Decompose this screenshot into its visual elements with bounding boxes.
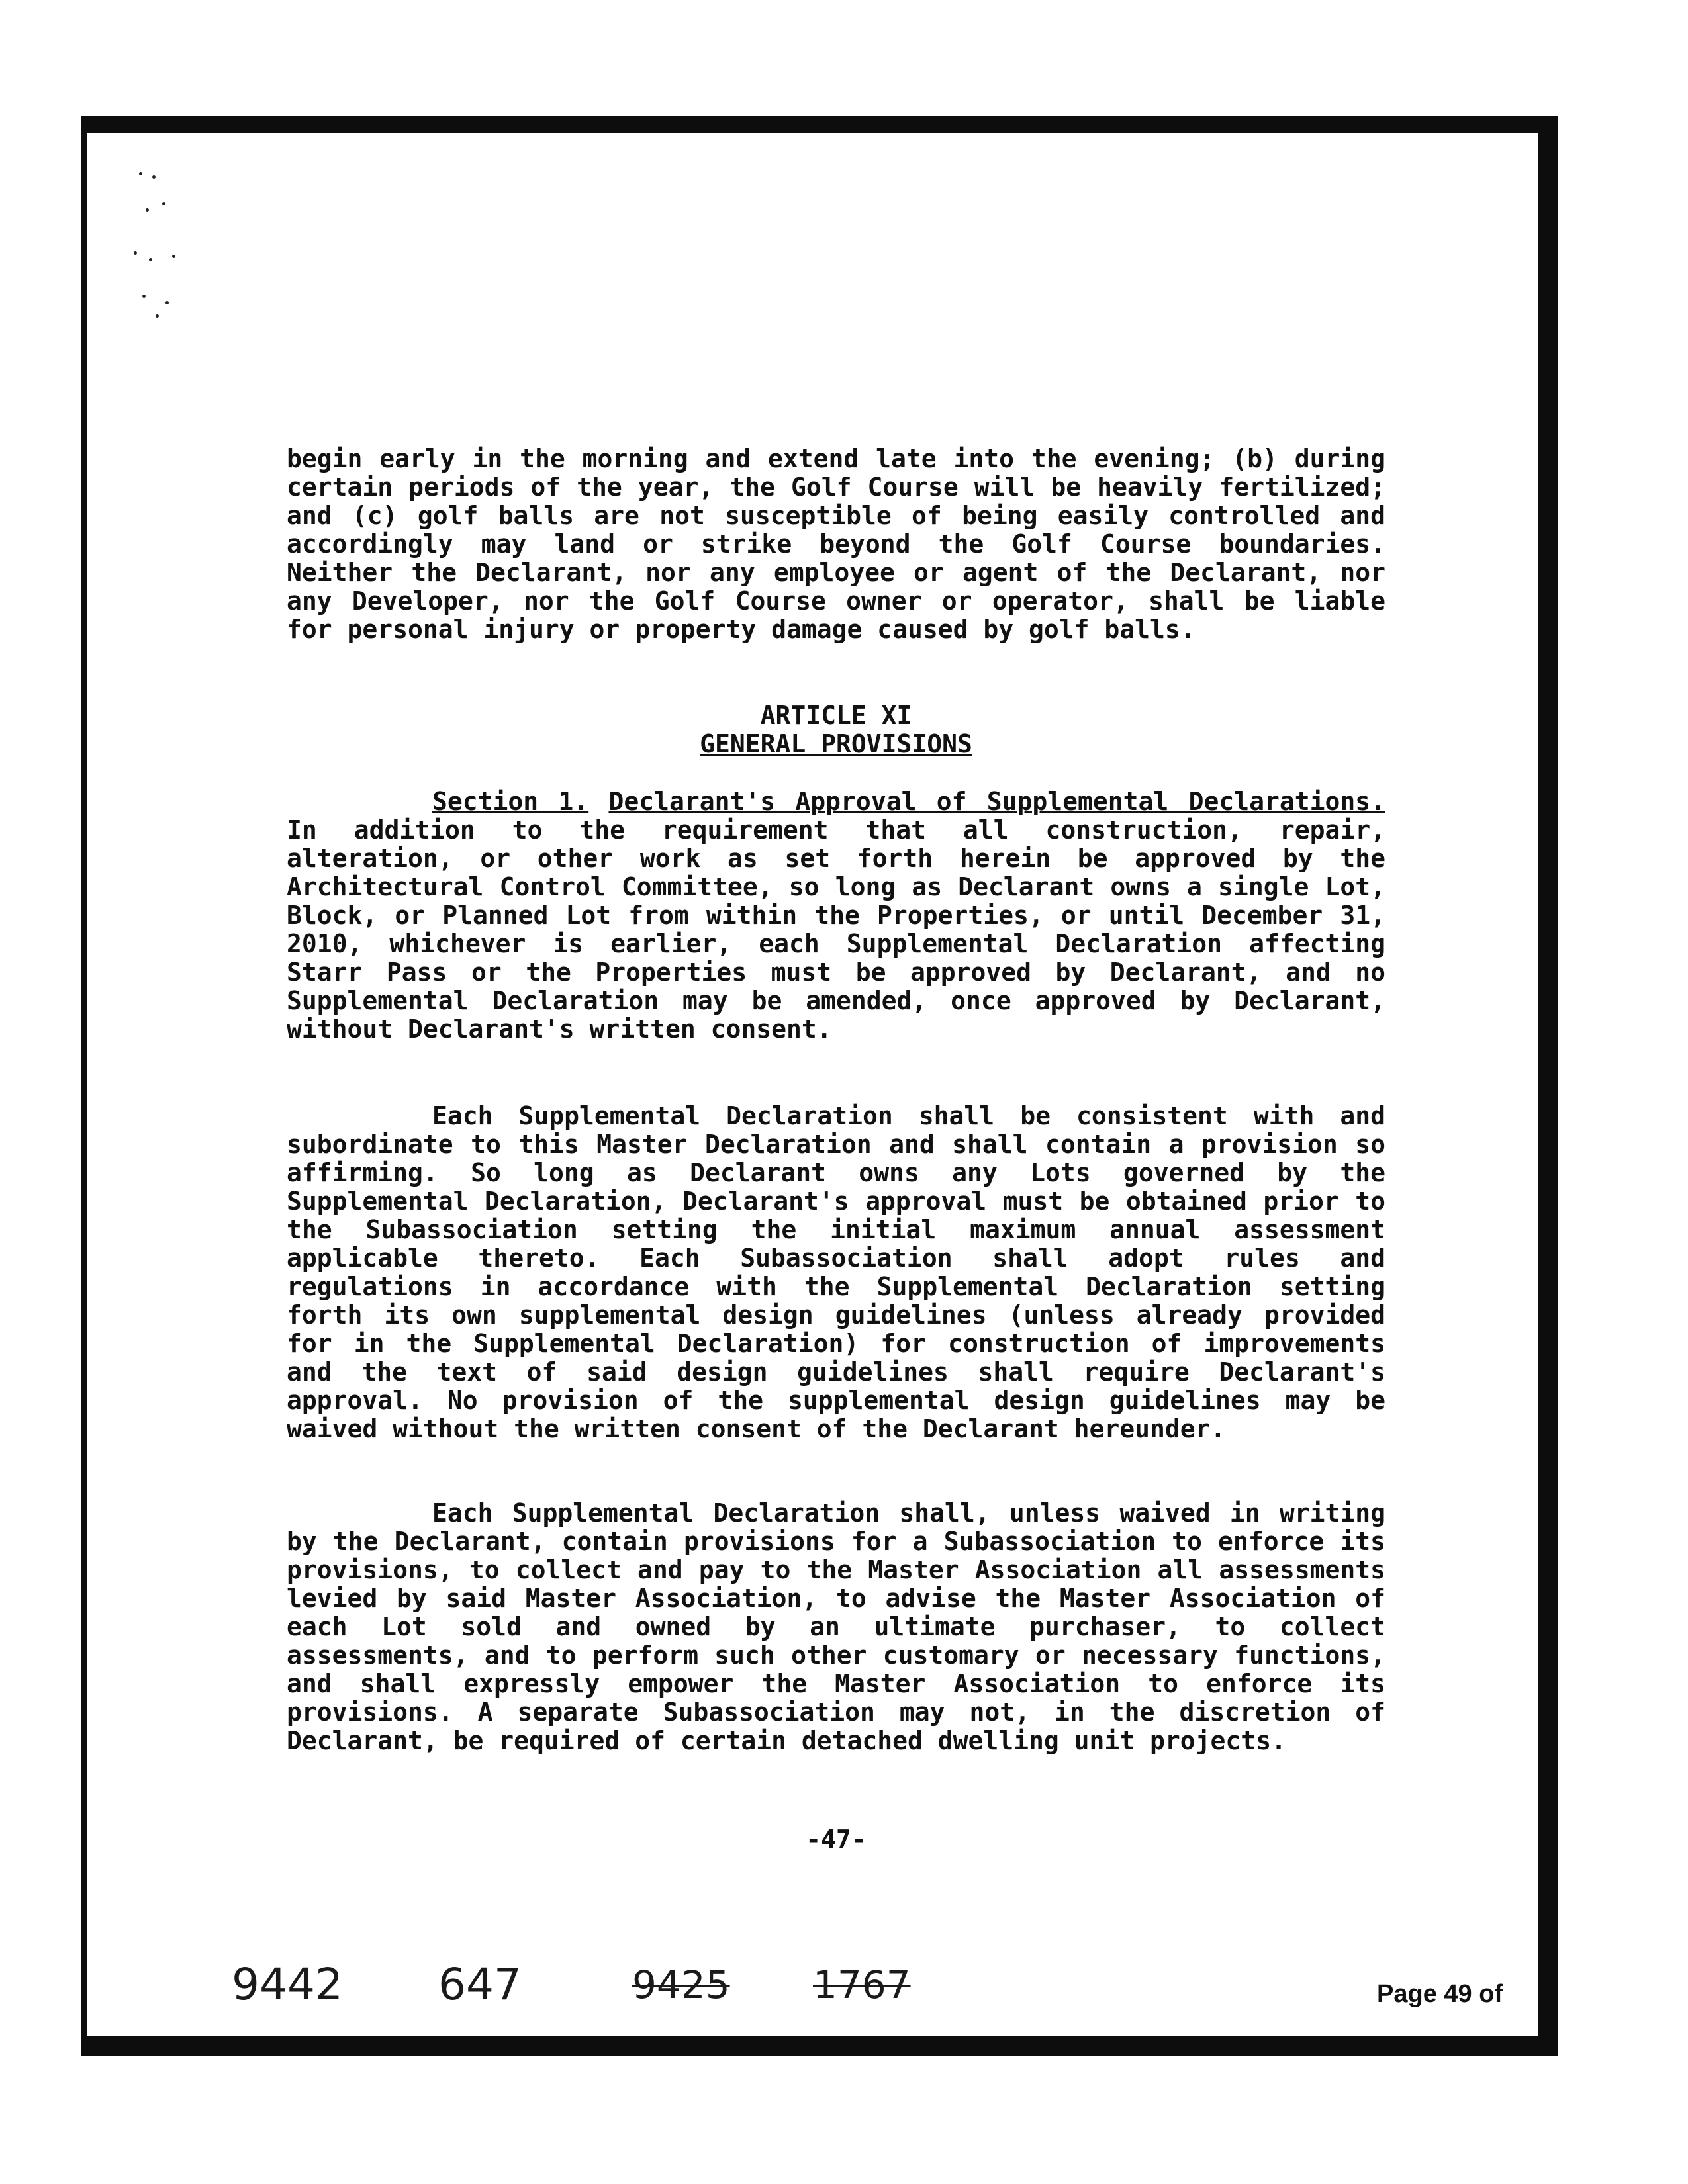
supplemental-consistency-paragraph: Each Supplemental Declaration shall be consistent with and subordinate to this Master Declaration and shall contain a provision so affirming. So long as Declarant owns any Lots governed by the Supplemental Declaration, Declarant's approval must be obtained prior to the Subassociation setting the initial maximum annual assessment applicable thereto. Each Subassociation shall adopt rules and regulations in accordance with the Supplemental Declaration setting forth its own supplemental design guidelines (unless already provided for in the Supplemental Declaration) for construction of improvements and the text of said design guidelines shall require Declarant's approval. No provision of the supplemental design guidelines may be waived without the written consent of the Declarant hereunder. xyxy=(287,1101,1385,1443)
section-1-title: Declarant's Approval of Supplemental Declarations. xyxy=(608,787,1385,816)
article-title: GENERAL PROVISIONS xyxy=(700,729,972,758)
subassociation-paragraph: Each Supplemental Declaration shall, unless waived in writing by the Declarant, contain provisions for a Subassociation to enforce its provisions, to collect and pay to the Master Association all assessments levied by said Master Association, to advise the Master Association of each Lot sold and owned by an ultimate purchaser, to collect assessments, and to perform such other customary or necessary functions, and shall expressly empower the Master Association to enforce its provisions. A separate Subassociation may not, in the discretion of Declarant, be required of certain detached dwelling unit projects. xyxy=(287,1498,1385,1755)
page-reference: 647 xyxy=(438,1959,522,2010)
struck-book-reference: 9425 xyxy=(632,1962,730,2007)
page-number: -47- xyxy=(806,1825,867,1854)
article-heading xyxy=(287,702,1385,758)
page-count-label: Page 49 of xyxy=(1377,1980,1503,2008)
section-1-label: Section 1. xyxy=(432,787,589,816)
book-number: 9442 xyxy=(232,1959,343,2010)
scan-border xyxy=(81,116,1558,2056)
article-number: ARTICLE XI xyxy=(760,701,912,730)
intro-paragraph: begin early in the morning and extend late into the evening; (b) during certain periods of the year, the Golf Course will be heavily fertilized; and (c) golf balls are not susceptible of being easily controlled and accordingly may land or strike beyond the Golf Course boundaries. Neither the Declarant, nor any employee or agent of the Declarant, nor any Developer, nor the Golf Course owner or operator, shall be liable for personal injury or property damage caused by golf balls. xyxy=(287,444,1385,644)
section-1-paragraph xyxy=(287,788,1385,1044)
struck-page-reference: 1767 xyxy=(813,1962,911,2007)
section-1-text: In addition to the requirement that all construction, repair, alteration, or other work as set forth herein be approved by the Architectural Control Committee, so long as Declarant owns a single Lot, Block, or Planned Lot from within the Properties, or until December 31, 2010, whichever is earlier, each Supplemental Declaration affecting Starr Pass or the Properties must be approved by Declarant, and no Supplemental Declaration may be amended, once approved by Declarant, without Declarant's written consent. xyxy=(287,815,1385,1044)
